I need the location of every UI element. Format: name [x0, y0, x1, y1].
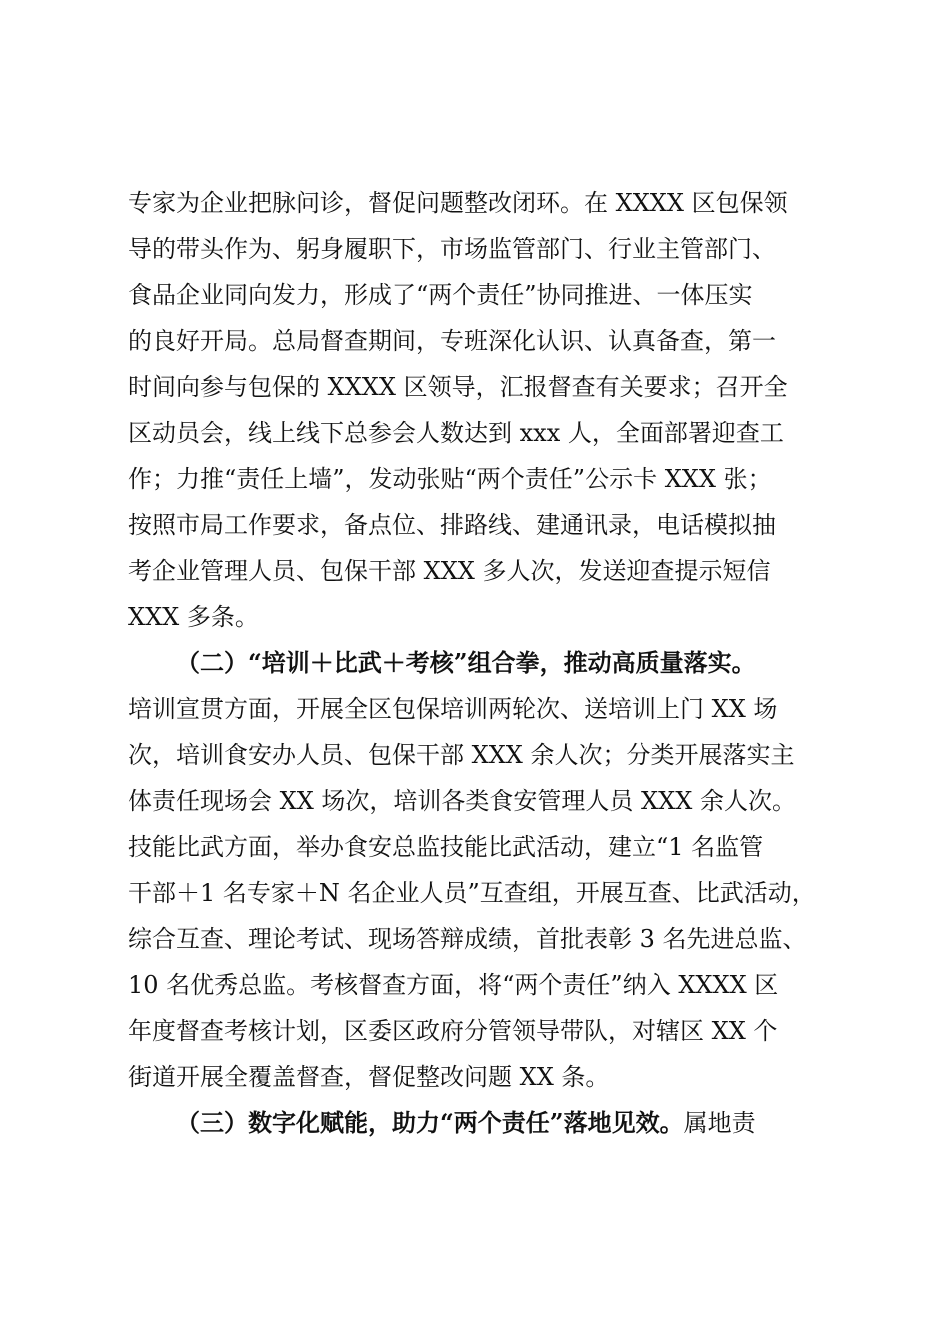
text-line: 考企业管理人员、包保干部 XXX 多人次，发送迎查提示短信	[128, 557, 771, 585]
paragraph-training-competition	[128, 640, 858, 1100]
section-heading-3-text: （三）数字化赋能，助力“两个责任”落地见效。	[176, 1108, 684, 1137]
text-line: 的良好开局。总局督查期间，专班深化认识、认真备查，第一	[128, 327, 776, 355]
section-3-text-start: 属地责	[683, 1109, 756, 1137]
text-line: 次，培训食安办人员、包保干部 XXX 余人次；分类开展落实主	[128, 741, 795, 769]
section-heading-2	[128, 640, 858, 686]
text-line: 食品企业同向发力，形成了“两个责任”协同推进、一体压实	[128, 281, 753, 309]
section-heading-3	[128, 1100, 858, 1146]
document-body	[128, 180, 858, 1146]
text-line: XXX 多条。	[128, 603, 259, 631]
text-line: 年度督查考核计划，区委区政府分管领导带队，对辖区 XX 个	[128, 1017, 778, 1045]
text-line: 综合互查、理论考试、现场答辩成绩，首批表彰 3 名先进总监、	[128, 925, 807, 953]
text-line: 技能比武方面，举办食安总监技能比武活动，建立“1 名监管	[128, 833, 764, 861]
section-heading-2-text: （二）“培训＋比武＋考核”组合拳，推动高质量落实。	[176, 648, 756, 677]
text-line: 作；力推“责任上墙”，发动张贴“两个责任”公示卡 XXX 张；	[128, 465, 772, 493]
text-line: 区动员会，线上线下总参会人数达到 xxx 人，全面部署迎查工	[128, 419, 784, 447]
text-line: 专家为企业把脉问诊，督促问题整改闭环。在 XXXX 区包保领	[128, 189, 788, 217]
paragraph-digital-empowerment	[128, 1100, 858, 1146]
text-line: 培训宣贯方面，开展全区包保培训两轮次、送培训上门 XX 场	[128, 695, 778, 723]
text-line: 干部＋1 名专家＋N 名企业人员”互查组，开展互查、比武活动，	[128, 879, 816, 907]
paragraph-supervision-review	[128, 180, 858, 640]
text-line: 街道开展全覆盖督查，督促整改问题 XX 条。	[128, 1063, 610, 1091]
text-line: 按照市局工作要求，备点位、排路线、建通讯录，电话模拟抽	[128, 511, 776, 539]
text-line: 体责任现场会 XX 场次，培训各类食安管理人员 XXX 余人次。	[128, 787, 796, 815]
text-line: 导的带头作为、躬身履职下，市场监管部门、行业主管部门、	[128, 235, 776, 263]
text-line: 10 名优秀总监。考核督查方面，将“两个责任”纳入 XXXX 区	[128, 971, 779, 999]
text-line: 时间向参与包保的 XXXX 区领导，汇报督查有关要求；召开全	[128, 373, 788, 401]
